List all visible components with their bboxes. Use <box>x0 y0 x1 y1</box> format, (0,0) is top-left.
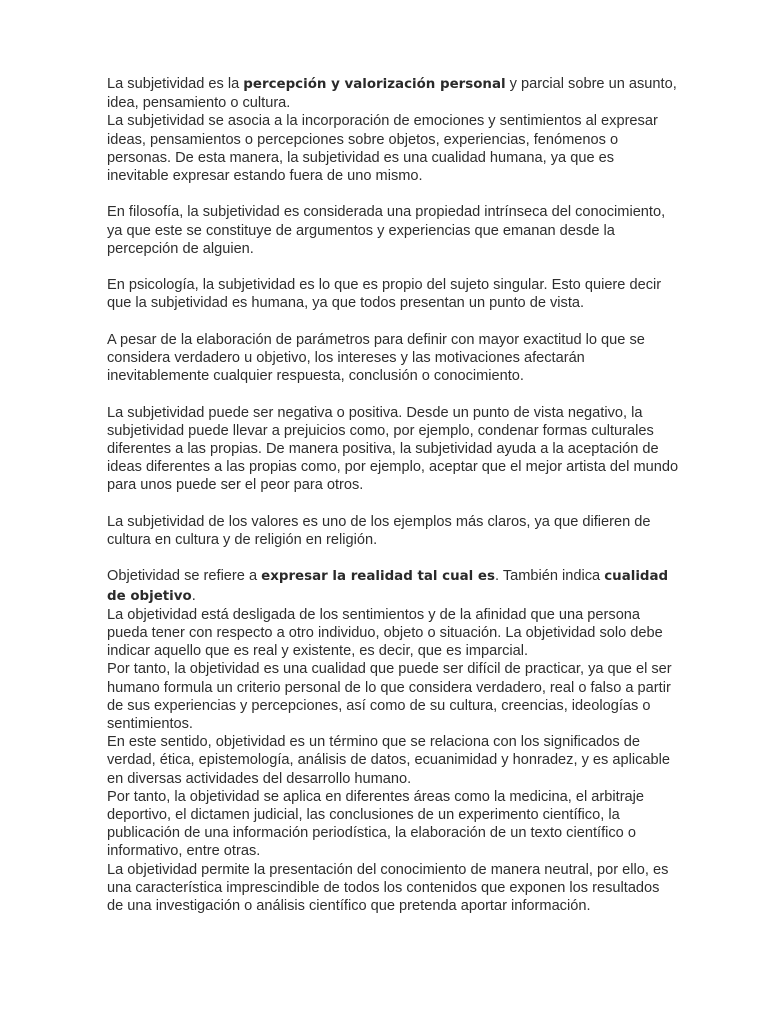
paragraph-gap <box>107 313 679 331</box>
paragraph-objetividad-termino: En este sentido, objetividad es un término que se relaciona con los significados de verdad, ética, epistemología, análisis de datos, ecuanimidad y honradez, y es aplicable en diversas actividades del desarrollo humano. <box>107 734 671 787</box>
paragraph-filosofia: En filosofía, la subjetividad es considerada una propiedad intrínseca del conocimiento, ya que este se constituye de argumentos y experiencias que emanan desde la percepción de alguien. <box>107 204 666 257</box>
intro-sentence <box>107 75 679 112</box>
text-run: Objetividad se refiere a <box>107 568 262 585</box>
bold-term: percepción y valorización personal <box>243 77 506 92</box>
paragraph-objetividad-sentimientos: La objetividad está desligada de los sentimientos y de la afinidad que una persona pueda tener con respecto a otro individuo, objeto o situación. La objetividad solo debe indicar aquello que es real y existente, es decir, que es imparcial. <box>107 606 663 660</box>
paragraph-subjetividad-emociones: La subjetividad se asocia a la incorporación de emociones y sentimientos al expresar ideas, pensamientos o percepciones sobre objetos, experiencias, fenómenos o personas. De esta manera, la subjetividad es una cualidad humana, ya que es inevitable expresar estando fuera de uno mismo. <box>107 113 658 185</box>
paragraph-gap <box>107 185 679 203</box>
bold-term: cualidad de objetivo <box>107 569 669 604</box>
text-run: y parcial sobre un asunto, idea, pensamiento o cultura. <box>107 76 677 112</box>
paragraph-objetividad-neutral: La objetividad permite la presentación del conocimiento de manera neutral, por ello, es una característica imprescindible de todos los contenidos que exponen los resultados de una investigación o análisis científico que pretenda aportar información. <box>107 861 669 915</box>
document-page <box>107 75 679 915</box>
paragraph-psicologia: En psicología, la subjetividad es lo que es propio del sujeto singular. Esto quiere decir que la subjetividad es humana, ya que todos presentan un punto de vista. <box>107 277 662 312</box>
text-run: La subjetividad es la <box>107 76 244 92</box>
text-run: . <box>191 587 196 604</box>
bold-term: expresar la realidad tal cual es <box>261 569 495 585</box>
paragraph-gap <box>107 258 679 276</box>
paragraph-gap <box>107 495 679 513</box>
paragraph-gap <box>107 385 679 403</box>
paragraph-valores: La subjetividad de los valores es uno de los ejemplos más claros, ya que difieren de cultura en cultura y de religión en religión. <box>107 513 651 548</box>
objetividad-definition <box>107 567 679 605</box>
paragraph-objetividad-dificil: Por tanto, la objetividad es una cualidad que puede ser difícil de practicar, ya que el ser humano formula un criterio personal de lo que considera verdadero, real o falso a partir de sus experiencias y percepciones, así como de su cultura, creencias, ideologías o sentimientos. <box>107 661 672 733</box>
paragraph-negativa-positiva: La subjetividad puede ser negativa o positiva. Desde un punto de vista negativo, la subjetividad puede llevar a prejuicios como, por ejemplo, condenar formas culturales diferentes a las propias. De manera positiva, la subjetividad ayuda a la aceptación de ideas diferentes a las propias como, por ejemplo, aceptar que el mejor artista del mundo para unos puede ser el peor para otros. <box>107 404 679 494</box>
paragraph-parametros: A pesar de la elaboración de parámetros para definir con mayor exactitud lo que se considera verdadero u objetivo, los intereses y las motivaciones afectarán inevitablemente cualquier respuesta, conclusión o conocimiento. <box>107 331 645 385</box>
text-run: . También indica <box>494 568 605 585</box>
paragraph-objetividad-areas: Por tanto, la objetividad se aplica en diferentes áreas como la medicina, el arbitraje deportivo, el dictamen judicial, las conclusiones de un experimento científico, la publicación de una información periodística, la elaboración de un texto científico o informativo, entre otras. <box>107 788 645 860</box>
paragraph-gap <box>107 549 679 567</box>
